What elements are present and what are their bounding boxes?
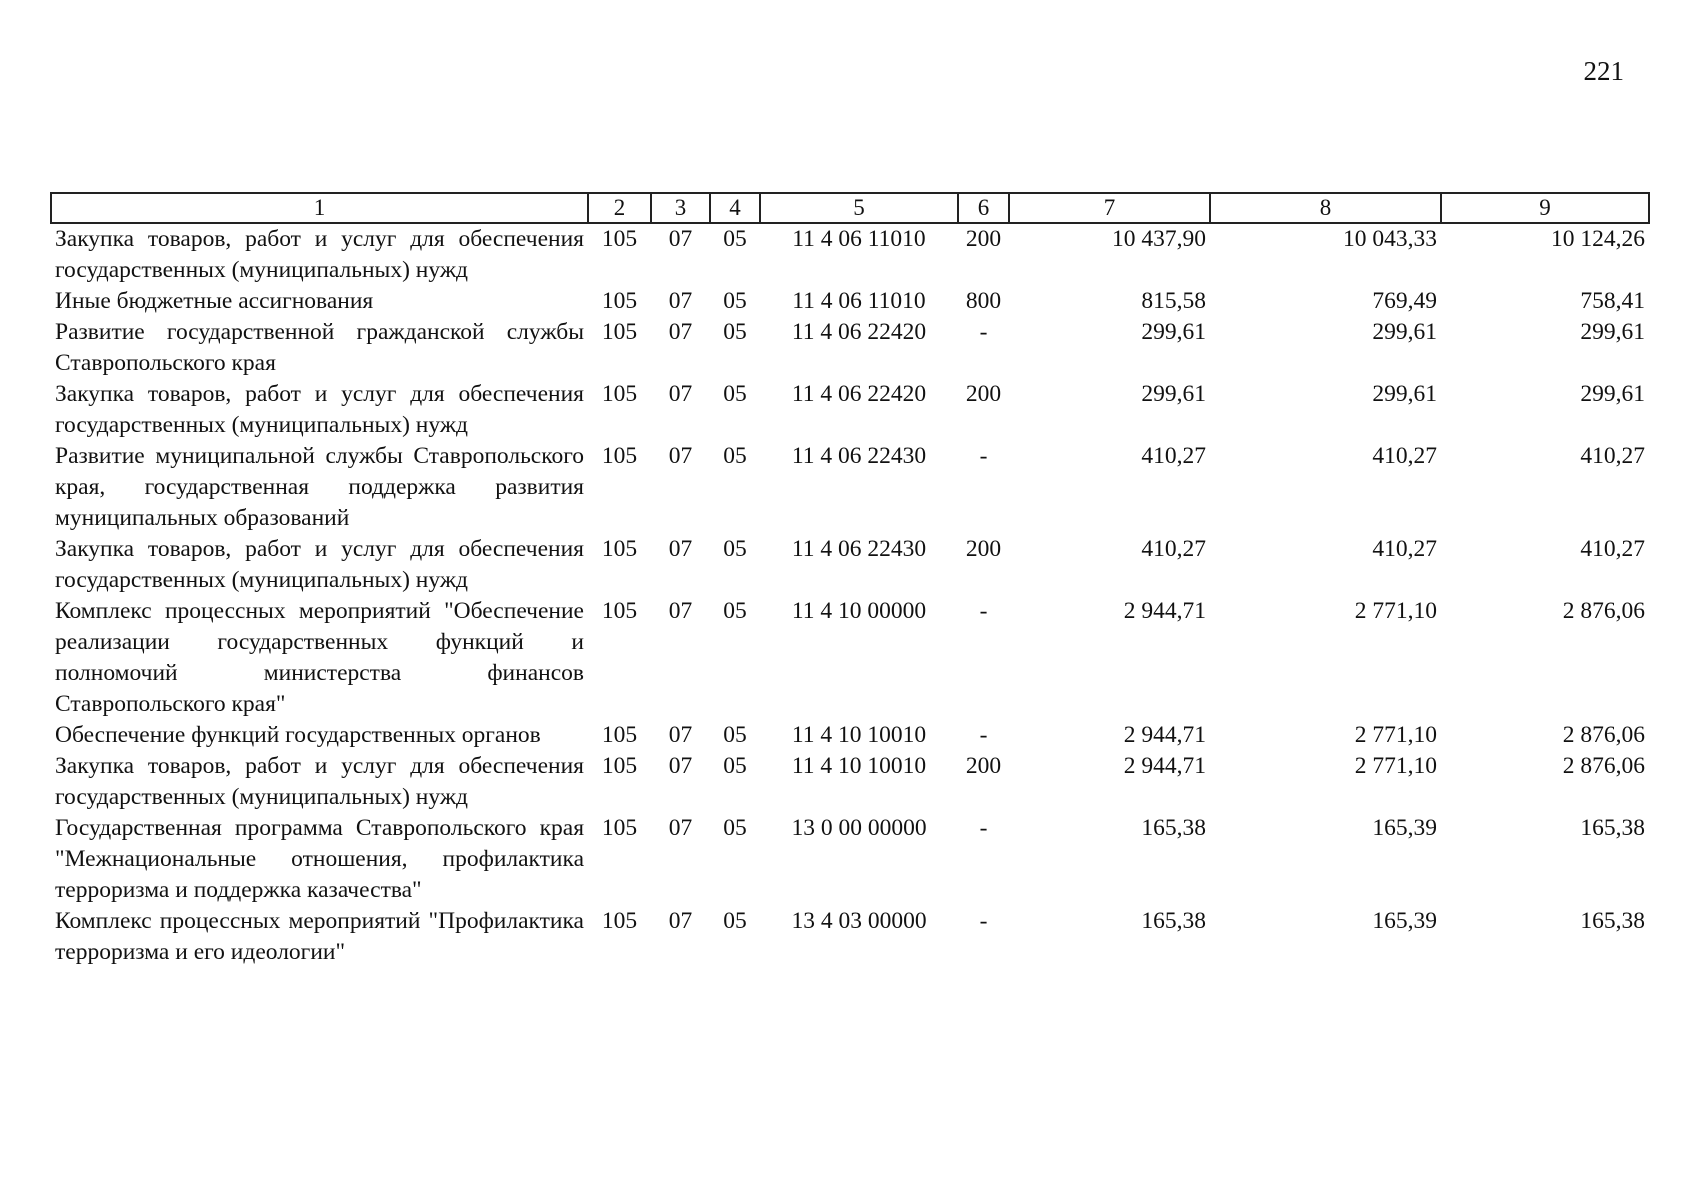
column-header: 8 — [1210, 193, 1441, 223]
cell-expense-type: 800 — [965, 288, 1002, 314]
cell-amount-7: 410,27 — [1141, 443, 1206, 469]
cell-amount-9: 410,27 — [1580, 536, 1645, 562]
cell-target-code: 11 4 10 00000 — [791, 598, 927, 624]
cell-ministry: 105 — [601, 443, 638, 469]
cell-amount-7: 165,38 — [1141, 815, 1206, 841]
cell-ministry: 105 — [601, 908, 638, 934]
cell-target-code: 13 0 00 00000 — [791, 815, 927, 841]
cell-amount-8: 299,61 — [1372, 381, 1437, 407]
cell-ministry: 105 — [601, 381, 638, 407]
row-name: Закупка товаров, работ и услуг для обеспечения государственных (муниципальных) нужд — [55, 753, 584, 810]
table-row — [51, 596, 1649, 720]
cell-amount-8: 2 771,10 — [1354, 598, 1437, 624]
cell-amount-7: 410,27 — [1141, 536, 1206, 562]
cell-amount-8: 165,39 — [1372, 815, 1437, 841]
cell-amount-8: 165,39 — [1372, 908, 1437, 934]
cell-amount-8: 2 771,10 — [1354, 753, 1437, 779]
cell-section: 07 — [668, 319, 693, 345]
column-header: 6 — [958, 193, 1009, 223]
table-row — [51, 223, 1649, 286]
row-name: Комплекс процессных мероприятий "Обеспечение реализации государственных функций и полномочий министерства финансов Ставропольского края" — [55, 598, 584, 717]
cell-section: 07 — [668, 381, 693, 407]
cell-amount-7: 815,58 — [1141, 288, 1206, 314]
row-name: Закупка товаров, работ и услуг для обеспечения государственных (муниципальных) нужд — [55, 226, 584, 283]
cell-expense-type: 200 — [965, 536, 1002, 562]
cell-amount-7: 299,61 — [1141, 319, 1206, 345]
cell-expense-type: - — [979, 598, 988, 624]
cell-expense-type: - — [979, 443, 988, 469]
row-name: Развитие государственной гражданской службы Ставропольского края — [55, 319, 584, 376]
cell-expense-type: - — [979, 908, 988, 934]
cell-ministry: 105 — [601, 722, 638, 748]
cell-ministry: 105 — [601, 598, 638, 624]
cell-ministry: 105 — [601, 536, 638, 562]
table-row — [51, 751, 1649, 813]
cell-expense-type: - — [979, 815, 988, 841]
cell-target-code: 11 4 06 22420 — [791, 381, 927, 407]
cell-amount-7: 2 944,71 — [1123, 598, 1206, 624]
column-header: 9 — [1441, 193, 1649, 223]
cell-amount-8: 2 771,10 — [1354, 722, 1437, 748]
cell-section: 07 — [668, 536, 693, 562]
row-name: Развитие муниципальной службы Ставропольского края, государственная поддержка развития муниципальных образований — [55, 443, 584, 531]
cell-subsection: 05 — [723, 908, 747, 934]
cell-ministry: 105 — [601, 288, 638, 314]
cell-ministry: 105 — [601, 226, 638, 252]
cell-target-code: 11 4 06 22420 — [791, 319, 927, 345]
row-name: Закупка товаров, работ и услуг для обеспечения государственных (муниципальных) нужд — [55, 536, 584, 593]
cell-target-code: 13 4 03 00000 — [791, 908, 927, 934]
cell-amount-8: 10 043,33 — [1343, 226, 1437, 252]
cell-amount-9: 2 876,06 — [1562, 753, 1645, 779]
cell-amount-9: 758,41 — [1580, 288, 1645, 314]
cell-subsection: 05 — [723, 288, 747, 314]
cell-subsection: 05 — [723, 536, 747, 562]
cell-target-code: 11 4 06 22430 — [791, 443, 927, 469]
cell-section: 07 — [668, 753, 693, 779]
column-header: 1 — [51, 193, 588, 223]
cell-amount-8: 410,27 — [1372, 536, 1437, 562]
cell-amount-9: 165,38 — [1580, 815, 1645, 841]
cell-subsection: 05 — [723, 443, 747, 469]
table-row — [51, 534, 1649, 596]
cell-section: 07 — [668, 722, 693, 748]
cell-expense-type: 200 — [965, 753, 1002, 779]
cell-amount-9: 299,61 — [1580, 381, 1645, 407]
cell-amount-8: 410,27 — [1372, 443, 1437, 469]
column-header: 5 — [760, 193, 958, 223]
cell-amount-9: 2 876,06 — [1562, 598, 1645, 624]
cell-target-code: 11 4 06 22430 — [791, 536, 927, 562]
cell-amount-8: 299,61 — [1372, 319, 1437, 345]
cell-expense-type: - — [979, 319, 988, 345]
cell-section: 07 — [668, 598, 693, 624]
row-name: Иные бюджетные ассигнования — [55, 288, 374, 314]
cell-section: 07 — [668, 908, 693, 934]
table-row — [51, 317, 1649, 379]
column-header: 3 — [651, 193, 710, 223]
table-row — [51, 441, 1649, 534]
cell-expense-type: - — [979, 722, 988, 748]
table-row — [51, 813, 1649, 906]
table-row — [51, 286, 1649, 317]
cell-amount-7: 10 437,90 — [1112, 226, 1206, 252]
cell-ministry: 105 — [601, 753, 638, 779]
cell-amount-9: 299,61 — [1580, 319, 1645, 345]
cell-target-code: 11 4 06 11010 — [792, 288, 926, 314]
table-row — [51, 720, 1649, 751]
cell-subsection: 05 — [723, 598, 747, 624]
table-row — [51, 906, 1649, 968]
cell-ministry: 105 — [601, 815, 638, 841]
cell-amount-7: 2 944,71 — [1123, 722, 1206, 748]
cell-section: 07 — [668, 443, 693, 469]
cell-amount-7: 165,38 — [1141, 908, 1206, 934]
row-name: Государственная программа Ставропольского края "Межнациональные отношения, профилактика терроризма и поддержка казачества" — [55, 815, 584, 903]
table-header-row — [51, 193, 1649, 223]
budget-table — [50, 192, 1650, 968]
cell-subsection: 05 — [723, 722, 747, 748]
cell-section: 07 — [668, 288, 693, 314]
cell-target-code: 11 4 10 10010 — [791, 753, 927, 779]
cell-expense-type: 200 — [965, 381, 1002, 407]
cell-subsection: 05 — [723, 226, 747, 252]
column-header: 7 — [1009, 193, 1210, 223]
column-header: 4 — [710, 193, 760, 223]
cell-subsection: 05 — [723, 319, 747, 345]
cell-amount-9: 410,27 — [1580, 443, 1645, 469]
cell-amount-7: 2 944,71 — [1123, 753, 1206, 779]
row-name: Обеспечение функций государственных органов — [55, 722, 541, 748]
cell-section: 07 — [668, 226, 693, 252]
cell-amount-9: 2 876,06 — [1562, 722, 1645, 748]
cell-target-code: 11 4 10 10010 — [791, 722, 927, 748]
cell-amount-9: 165,38 — [1580, 908, 1645, 934]
cell-subsection: 05 — [723, 815, 747, 841]
cell-ministry: 105 — [601, 319, 638, 345]
page-number: 221 — [1583, 56, 1624, 86]
cell-amount-7: 299,61 — [1141, 381, 1206, 407]
cell-subsection: 05 — [723, 753, 747, 779]
cell-subsection: 05 — [723, 381, 747, 407]
cell-expense-type: 200 — [965, 226, 1002, 252]
column-header: 2 — [588, 193, 651, 223]
cell-amount-9: 10 124,26 — [1551, 226, 1645, 252]
cell-section: 07 — [668, 815, 693, 841]
cell-target-code: 11 4 06 11010 — [792, 226, 926, 252]
row-name: Закупка товаров, работ и услуг для обеспечения государственных (муниципальных) нужд — [55, 381, 584, 438]
row-name: Комплекс процессных мероприятий "Профилактика терроризма и его идеологии" — [55, 908, 584, 965]
cell-amount-8: 769,49 — [1372, 288, 1437, 314]
table-row — [51, 379, 1649, 441]
